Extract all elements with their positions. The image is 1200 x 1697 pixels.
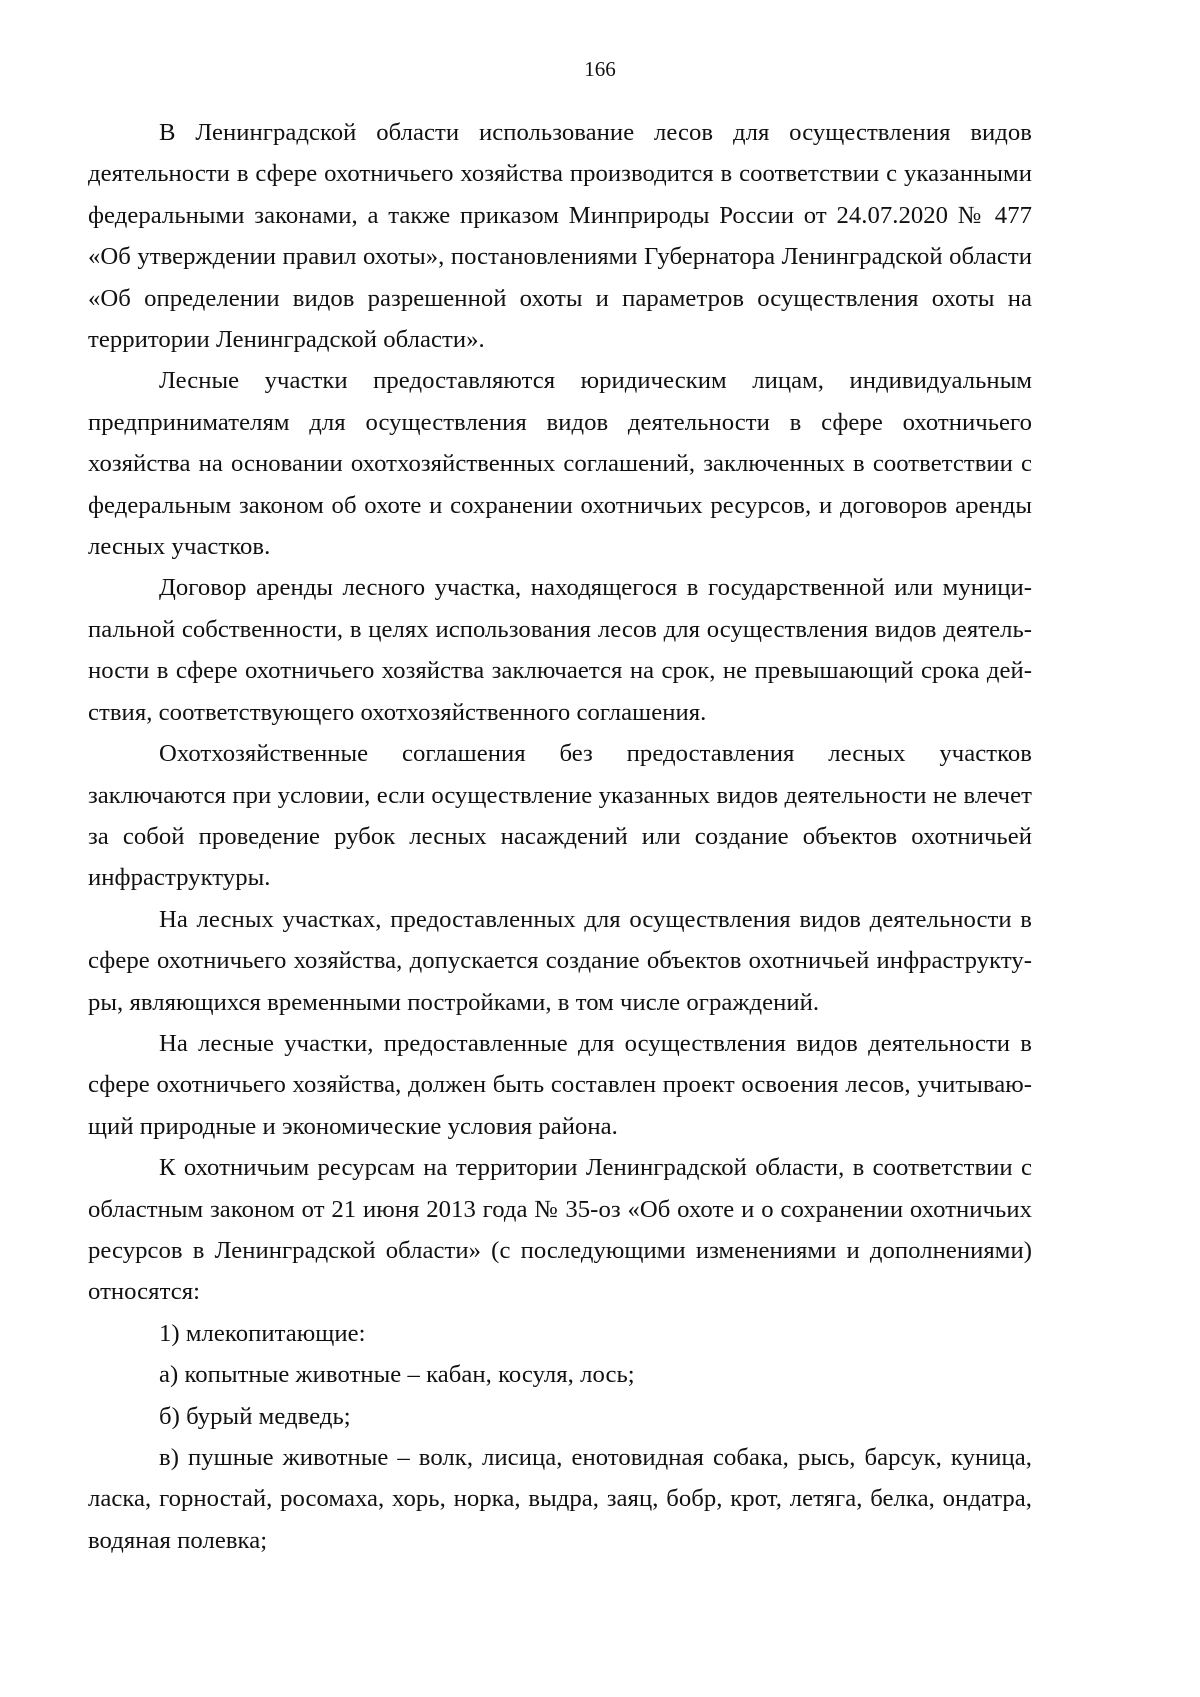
list-item-mammals: 1) млекопитающие: [159, 1319, 366, 1347]
list-item-ungulates: а) копытные животные – кабан, косуля, лось; [159, 1361, 635, 1389]
list-item-brown-bear: б) бурый медведь; [159, 1402, 351, 1430]
paragraph-infrastructure: На лесных участках, предоставленных для осуществления видов деятельности в сфере охотничьего хозяйства, допускается создание объектов охотничьей инфраструктуры, являющихся временными постройками, в том числе ограждений. [88, 905, 1032, 1016]
paragraph-forest-plots-provision: Лесные участки предоставляются юридическим лицам, индивидуальным предпринимателям для осуществления видов деятельности в сфере охотничьего хозяйства на основании охотхозяйственных соглашений, заключенных в соответствии с федеральным законом об охоте и сохранении охотничьих ресурсов, и договоров аренды лесных участков. [88, 367, 1032, 561]
paragraph-hunting-forest-use: В Ленинградской области использование лесов для осуществления видов деятельности в сфере охотничьего хозяйства производится в соответствии с указанными федеральными законами, а также приказом Минприроды России от 24.07.2020 № 477 «Об утверждении правил охоты», постановлениями Губернатора Ленинградской области «Об определении видов разрешенной охоты и параметров осуществления охоты на территории Ленинградской области». [88, 119, 1032, 354]
page-number: 166 [584, 57, 616, 81]
paragraph-hunting-resources: К охотничьим ресурсам на территории Ленинградской области, в соответствии с областным законом от 21 июня 2013 года № 35-оз «Об охоте и о сохранении охотничьих ресурсов в Ленинградской области» (с последующими изменениями и дополнениями) относятся: [88, 1154, 1032, 1306]
paragraph-development-project: На лесные участки, предоставленные для осуществления видов деятельности в сфере охотничьего хозяйства, должен быть составлен проект освоения лесов, учитывающий природные и экономические условия района. [88, 1029, 1032, 1140]
paragraph-agreements-without-plots: Охотхозяйственные соглашения без предоставления лесных участков заключаются при условии, если осуществление указанных видов деятельности не влечет за собой проведение рубок лесных насаждений или создание объектов охотничьей инфраструктуры. [88, 740, 1032, 892]
list-item-fur-animals: в) пушные животные – волк, лисица, енотовидная собака, рысь, барсук, куница, ласка, горностай, росомаха, хорь, норка, выдра, заяц, бобр, крот, летяга, белка, ондатра, водяная полевка; [88, 1444, 1032, 1554]
paragraph-lease-agreement: Договор аренды лесного участка, находящегося в государственной или муниципальной собственности, в целях использования лесов для осуществления видов деятельности в сфере охотничьего хозяйства заключается на срок, не превышающий срока действия, соответствующего охотхозяйственного соглашения. [88, 574, 1032, 726]
document-body [88, 112, 1032, 1561]
